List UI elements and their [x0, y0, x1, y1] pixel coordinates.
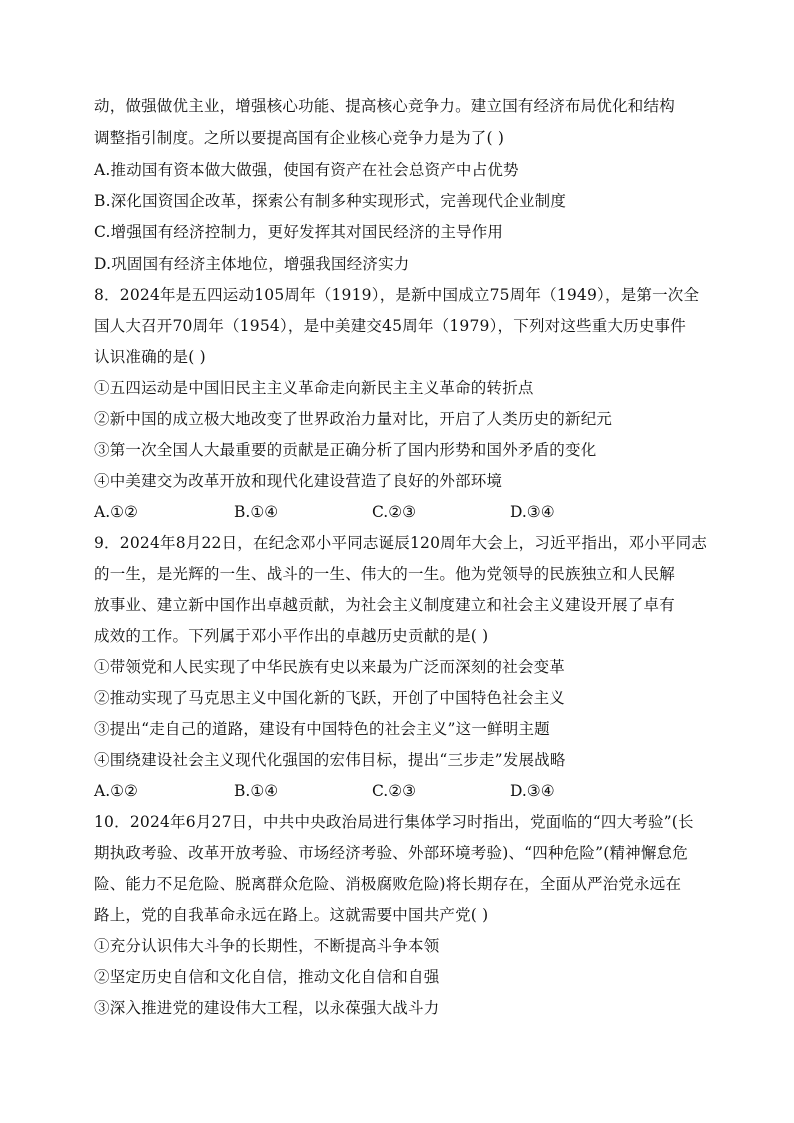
q8-choice-d: D.③④: [510, 503, 555, 521]
q7-stem-line-1: 动，做强做优主业，增强核心功能、提高核心竞争力。建立国有经济布局优化和结构: [94, 97, 675, 115]
q9-stem-line-3: 放事业、建立新中国作出卓越贡献，为社会主义制度建立和社会主义建设开展了卓有: [94, 596, 675, 614]
q9-choice-b: B.①④: [234, 782, 279, 800]
q8-choice-a: A.①②: [94, 503, 138, 521]
q7-option-b: B.深化国资国企改革，探索公有制多种实现形式，完善现代企业制度: [94, 192, 567, 210]
q7-option-c: C.增强国有经济控制力，更好发挥其对国民经济的主导作用: [94, 223, 504, 241]
q8-item-1: ①五四运动是中国旧民主主义革命走向新民主主义革命的转折点: [94, 379, 534, 397]
q10-stem-line-1: 10．2024年6月27日，中共中央政治局进行集体学习时指出，党面临的“四大考验”(长: [94, 813, 694, 831]
q9-stem-line-4: 成效的工作。下列属于邓小平作出的卓越历史贡献的是( ): [94, 627, 489, 645]
q9-stem-line-2: 的一生，是光辉的一生、战斗的一生、伟大的一生。他为党领导的民族独立和人民解: [94, 565, 675, 583]
q9-choice-c: C.②③: [372, 782, 417, 800]
q10-stem-line-4: 路上，党的自我革命永远在路上。这就需要中国共产党( ): [94, 906, 489, 924]
q9-choice-d: D.③④: [510, 782, 555, 800]
q10-item-3: ③深入推进党的建设伟大工程，以永葆强大战斗力: [94, 999, 440, 1017]
q7-option-a: A.推动国有资本做大做强，使国有资产在社会总资产中占优势: [94, 161, 519, 179]
q8-stem-line-1: 8．2024年是五四运动105周年（1919），是新中国成立75周年（1949），是第一次全: [94, 286, 700, 304]
q8-choice-c: C.②③: [372, 503, 417, 521]
q9-stem-line-1: 9．2024年8月22日，在纪念邓小平同志诞辰120周年大会上，习近平指出，邓小平同志: [94, 534, 708, 552]
q7-stem-line-2: 调整指引制度。之所以要提高国有企业核心竞争力是为了( ): [94, 129, 505, 147]
q8-item-4: ④中美建交为改革开放和现代化建设营造了良好的外部环境: [94, 472, 503, 490]
q8-item-3: ③第一次全国人大最重要的贡献是正确分析了国内形势和国外矛盾的变化: [94, 441, 597, 459]
q10-item-2: ②坚定历史自信和文化自信，推动文化自信和自强: [94, 968, 440, 986]
q8-stem-line-2: 国人大召开70周年（1954），是中美建交45周年（1979），下列对这些重大历史事件: [94, 317, 686, 335]
q9-item-4: ④围绕建设社会主义现代化强国的宏伟目标，提出“三步走”发展战略: [94, 751, 566, 769]
q9-item-2: ②推动实现了马克思主义中国化新的飞跃，开创了中国特色社会主义: [94, 689, 566, 707]
q10-stem-line-2: 期执政考验、改革开放考验、市场经济考验、外部环境考验)、“四种危险”(精神懈怠危: [94, 844, 688, 862]
q8-choice-b: B.①④: [234, 503, 279, 521]
q9-choice-a: A.①②: [94, 782, 138, 800]
q9-item-1: ①带领党和人民实现了中华民族有史以来最为广泛而深刻的社会变革: [94, 658, 566, 676]
q10-item-1: ①充分认识伟大斗争的长期性，不断提高斗争本领: [94, 937, 440, 955]
q9-item-3: ③提出“走自己的道路，建设有中国特色的社会主义”这一鲜明主题: [94, 720, 550, 738]
q10-stem-line-3: 险、能力不足危险、脱离群众危险、消极腐败危险)将长期存在，全面从严治党永远在: [94, 875, 682, 893]
q8-item-2: ②新中国的成立极大地改变了世界政治力量对比，开启了人类历史的新纪元: [94, 410, 613, 428]
q7-option-d: D.巩固国有经济主体地位，增强我国经济实力: [94, 255, 410, 273]
q8-stem-line-3: 认识准确的是( ): [94, 348, 206, 366]
